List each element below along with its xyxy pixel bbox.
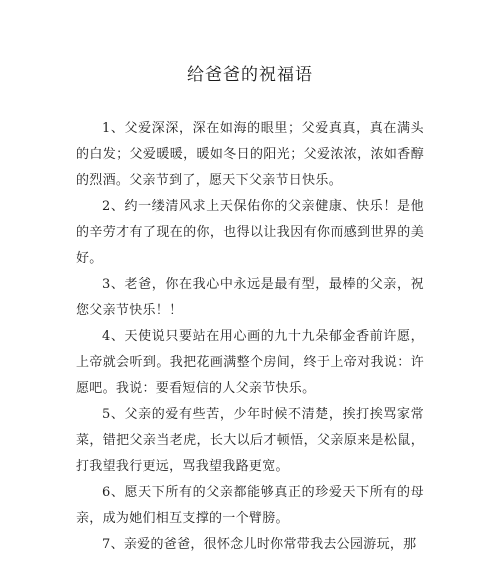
- paragraph-2: 2、约一缕清风求上天保佑你的父亲健康、快乐！是他的辛劳才有了现在的你，也得以让我因有你而感到世界的美好。: [76, 199, 424, 266]
- paragraph-3: 3、老爸，你在我心中永远是最有型，最棒的父亲，祝您父亲节快乐！！: [76, 277, 424, 318]
- paragraph-7: 7、亲爱的爸爸，很怀念儿时你常带我去公园游玩，那: [102, 537, 417, 552]
- paragraph-6: 6、愿天下所有的父亲都能够真正的珍爱天下所有的母亲，成为她们相互支撑的一个臂膀。: [76, 485, 424, 526]
- document-title: 给爸爸的祝福语: [187, 65, 313, 85]
- paragraph-4: 4、天使说只要站在用心画的九十九朵郁金香前许愿，上帝就会听到。我把花画满整个房间，终于上帝对我说：许愿吧。我说：要看短信的人父亲节快乐。: [76, 329, 424, 396]
- paragraph-1: 1、父爱深深，深在如海的眼里；父爱真真，真在满头的白发；父爱暖暖，暖如冬日的阳光；父爱浓浓，浓如香醇的烈酒。父亲节到了，愿天下父亲节日快乐。: [76, 121, 424, 188]
- paragraph-5: 5、父亲的爱有些苦，少年时候不清楚，挨打挨骂家常菜，错把父亲当老虎，长大以后才顿悟，父亲原来是松鼠，打我望我行更远，骂我望我路更宽。: [76, 407, 424, 474]
